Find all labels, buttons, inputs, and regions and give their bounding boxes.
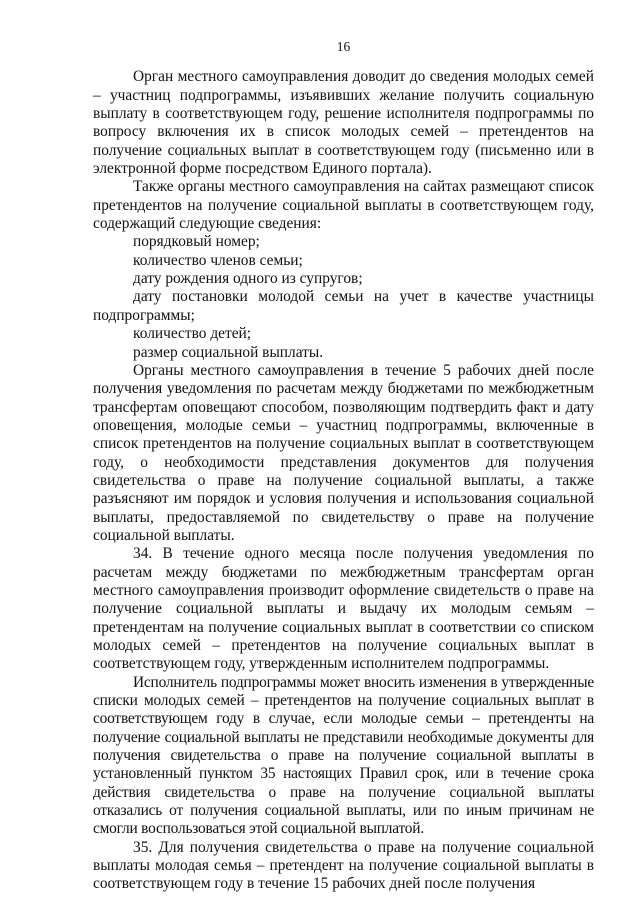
page-number: 16 xyxy=(336,39,351,54)
paragraph-notification-deadline: Органы местного самоуправления в течение 5 рабочих дней после получения уведомления по расчетам между бюджетами по межбюджетным трансфертам оповещают способом, позволяющим подтвердить факт и дату оповещения, молодые семьи – участниц подпрограммы, включенные в список претендентов на получение социальных выплат в соответствующем году, о необходимости представления документов для получения свидетельства о праве на получение социальной выплаты, а также разъясняют им порядок и условия получения и использования социальной выплаты, предоставляемой по свидетельству о праве на получение социальной выплаты. xyxy=(93,361,594,544)
paragraph-list-publication: Также органы местного самоуправления на сайтах размещают список претендентов на получение социальной выплаты в соответствующем году, содержащий следующие сведения: xyxy=(93,178,594,233)
paragraph-notification: Орган местного самоуправления доводит до сведения молодых семей – участниц подпрограммы, изъявивших желание получить социальную выплату в соответствующем году, решение исполнителя подпрограммы по вопросу включения их в список молодых семей – претендентов на получение социальных выплат в соответствующем году (письменно или в электронной форме посредством Единого портала). xyxy=(93,68,594,178)
list-item-children-count: количество детей; xyxy=(133,325,252,343)
list-item-payment-amount: размер социальной выплаты. xyxy=(133,343,324,361)
paragraph-list-changes: Исполнитель подпрограммы может вносить изменения в утвержденные списки молодых семей – претендентов на получение социальных выплат в соответствующем году в случае, если молодые семьи – претенденты на получение социальной выплаты не представили необходимые документы для получения свидетельства о праве на получение социальной выплаты в установленный пунктом 35 настоящих Правил срок, или в течение срока действия свидетельства о праве на получение социальной выплаты отказались от получения социальной выплаты, или по иным причинам не смогли воспользоваться этой социальной выплатой. xyxy=(93,673,594,838)
list-item-registration-date: дату постановки молодой семьи на учет в качестве участницы подпрограммы; xyxy=(93,288,594,324)
list-item-serial-number: порядковый номер; xyxy=(133,233,260,251)
list-item-birth-date: дату рождения одного из супругов; xyxy=(133,270,363,288)
paragraph-section-35: 35. Для получения свидетельства о праве на получение социальной выплаты молодая семья – претендент на получение социальной выплаты в соответствующем году в течение 15 рабочих дней после получения xyxy=(93,838,594,893)
list-item-family-members: количество членов семьи; xyxy=(133,251,303,269)
paragraph-section-34: 34. В течение одного месяца после получения уведомления по расчетам между бюджетами по межбюджетным трансфертам орган местного самоуправления производит оформление свидетельств о праве на получение социальной выплаты и выдачу их молодым семьям – претендентам на получение социальных выплат в соответствии со списком молодых семей – претендентов на получение социальных выплат в соответствующем году, утвержденным исполнителем подпрограммы. xyxy=(93,545,594,673)
